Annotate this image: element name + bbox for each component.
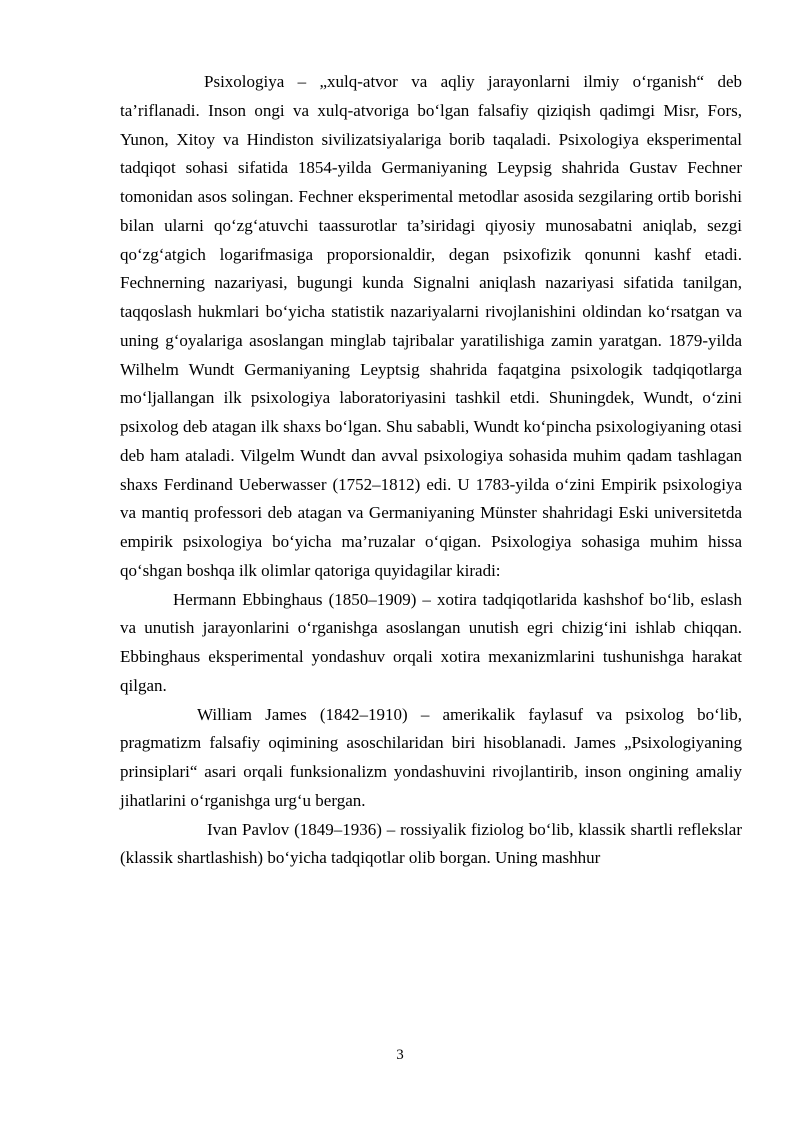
paragraph-psychology-definition: Psixologiya – „xulq-atvor va aqliy jarayonlarni ilmiy o‘rganish“ deb ta’riflanadi. Inson ongi va xulq-atvoriga bo‘lgan falsafiy qiziqish qadimgi Misr, Fors, Yunon, Xitoy va Hindiston sivilizatsiyalariga borib taqaladi. Psixologiya eksperimental tadqiqot sohasi sifatida 1854-yilda Germaniyaning Leypsig shahrida Gustav Fechner tomonidan asos solingan. Fechner eksperimental metodlar asosida sezgilaring ortib borishi bilan ularni qo‘zg‘atuvchi taassurotlar ta’siridagi qiyosiy munosabatni aniqlab, sezgi qo‘zg‘atgich logarifmasiga proporsionaldir, degan psixofizik qonunni kashf etadi. Fechnerning nazariyasi, bugungi kunda Signalni aniqlash nazariyasi sifatida tanilgan, taqqoslash hukmlari bo‘yicha statistik nazariyalarni rivojlanishini oldindan ko‘rsatgan va uning g‘oyalariga asoslangan minglab tajribalar yaratilishiga zamin yaratgan. 1879-yilda Wilhelm Wundt Germaniyaning Leyptsig shahrida faqatgina psixologik tadqiqotlarga mo‘ljallangan ilk psixologiya laboratoriyasini tashkil etdi. Shuningdek, Wundt, o‘zini psixolog deb atagan ilk shaxs bo‘lgan. Shu sababli, Wundt ko‘pincha psixologiyaning otasi deb ham ataladi. Vilgelm Wundt dan avval psixologiya sohasida muhim qadam tashlagan shaxs Ferdinand Ueberwasser (1752–1812) edi. U 1783-yilda o‘zini Empirik psixologiya va mantiq professori deb atagan va Germaniyaning Münster shahridagi Eski universitetda empirik psixologiya bo‘yicha ma’ruzalar o‘qigan. Psixologiya sohasiga muhim hissa qo‘shgan boshqa ilk olimlar qatoriga quyidagilar kiradi: (120, 72, 742, 580)
paragraph-ivan-pavlov: Ivan Pavlov (1849–1936) – rossiyalik fiziolog bo‘lib, klassik shartli reflekslar (klassik shartlashish) bo‘yicha tadqiqotlar olib borgan. Uning mashhur (120, 819, 742, 868)
paragraph-william-james: William James (1842–1910) – amerikalik faylasuf va psixolog bo‘lib, pragmatizm falsafiy oqimining asoschilaridan biri hisoblanadi. James „Psixologiyaning prinsiplari“ asari orqali funksionalizm yondashuvini rivojlantirib, inson ongining amaliy jihatlarini o‘rganishga urg‘u bergan. (120, 704, 742, 810)
page-number: 3 (396, 1047, 404, 1063)
paragraph-ebbinghaus: Hermann Ebbinghaus (1850–1909) – xotira tadqiqotlarida kashshof bo‘lib, eslash va unutish jarayonlarini o‘rganishga asoslangan unutish egri chizig‘ini ishlab chiqqan. Ebbinghaus eksperimental yondashuv orqali xotira mexanizmlarini tushunishga harakat qilgan. (120, 589, 742, 695)
document-page (120, 68, 742, 873)
